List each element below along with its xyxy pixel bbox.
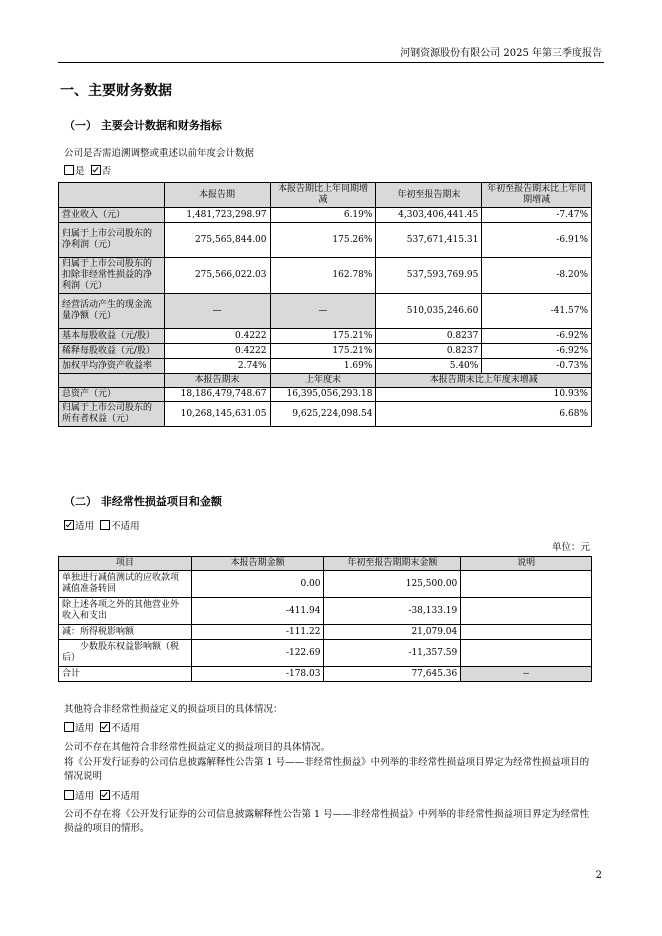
table-cell: -6.92% <box>482 344 592 359</box>
table-cell: 6.19% <box>270 208 376 223</box>
table-cell: -8.20% <box>482 258 592 294</box>
table-row <box>59 359 592 374</box>
table-row <box>59 571 592 598</box>
table-header-row <box>59 374 592 388</box>
option-apply-label-3: 适用 <box>75 791 95 802</box>
table-cell: -6.92% <box>482 329 592 344</box>
table-header-row <box>59 557 592 571</box>
option-apply-label: 适用 <box>75 521 95 532</box>
table-cell: — <box>270 294 376 329</box>
option-no-label: 否 <box>101 166 112 177</box>
option-na-label-2: 不适用 <box>111 723 140 734</box>
note-1: 公司不存在其他符合非经常性损益定义的损益项目的具体情况。 <box>64 742 331 753</box>
table-header-cell: 年初至报告期末 <box>376 183 482 208</box>
table-cell: 77,645.36 <box>324 667 461 682</box>
table-cell: 125,500.00 <box>324 571 461 598</box>
table-cell: -6.91% <box>482 223 592 258</box>
table-header-cell: 本报告期末比上年度末增减 <box>376 374 592 388</box>
table-cell: -- <box>461 667 592 682</box>
table-cell <box>461 598 592 625</box>
row-label: 少数股东权益影响额（税后） <box>59 640 192 667</box>
applicable-options-3 <box>64 790 140 804</box>
table-cell <box>461 640 592 667</box>
table-cell: 275,566,022.03 <box>164 258 270 294</box>
row-label: 营业收入（元） <box>59 208 165 223</box>
table-cell: 6.68% <box>376 402 592 427</box>
checkbox-apply[interactable] <box>64 520 74 530</box>
table-cell: 537,671,415.31 <box>376 223 482 258</box>
table-row <box>59 640 592 667</box>
page-header: 河钢资源股份有限公司 2025 年第三季度报告 <box>400 48 602 59</box>
row-label: 单独进行减值测试的应收款项减值准备转回 <box>59 571 192 598</box>
table-cell: 1.69% <box>270 359 376 374</box>
table-header-cell: 本报告期比上年同期增减 <box>270 183 376 208</box>
table-header-cell: 年初至报告期末比上年同期增减 <box>482 183 592 208</box>
table-cell: 162.78% <box>270 258 376 294</box>
unit-label: 单位：元 <box>551 542 590 553</box>
table-header-cell <box>59 183 165 208</box>
table-row <box>59 344 592 359</box>
subsection-title-2: （二） 非经常性损益项目和金额 <box>64 495 222 508</box>
table-cell: 2.74% <box>164 359 270 374</box>
other-items-note: 其他符合非经常性损益定义的损益项目的具体情况： <box>64 704 283 715</box>
note-3: 公司不存在将《公开发行证券的公司信息披露解释性公告第 1 号——非经常性损益》中列举的非经常性损益项目界定为经常性损益的项目的情形。 <box>64 809 590 834</box>
row-label: 稀释每股收益（元/股） <box>59 344 165 359</box>
table-cell: -111.22 <box>191 625 324 640</box>
table-header-cell: 本报告期末 <box>164 374 270 388</box>
table-cell: 175.26% <box>270 223 376 258</box>
row-label: 归属于上市公司股东的所有者权益（元） <box>59 402 165 427</box>
option-yes-label: 是 <box>75 166 85 177</box>
table-cell: 21,079.04 <box>324 625 461 640</box>
table-cell: -0.73% <box>482 359 592 374</box>
checkbox-yes[interactable] <box>64 165 74 175</box>
table-cell: 0.4222 <box>164 329 270 344</box>
table-cell: -122.69 <box>191 640 324 667</box>
table-cell: 0.8237 <box>376 344 482 359</box>
table-cell: -11,357.59 <box>324 640 461 667</box>
table-cell: 175.21% <box>270 344 376 359</box>
row-label: 合计 <box>59 667 192 682</box>
table-cell: 510,035,246.60 <box>376 294 482 329</box>
table-row <box>59 598 592 625</box>
table-row <box>59 223 592 258</box>
table-cell: -7.47% <box>482 208 592 223</box>
table-row <box>59 402 592 427</box>
table-cell: 0.4222 <box>164 344 270 359</box>
checkbox-na-2[interactable] <box>100 722 110 732</box>
table-cell: 16,395,056,293.18 <box>270 388 376 402</box>
table-cell: 10.93% <box>376 388 592 402</box>
table-cell: — <box>164 294 270 329</box>
table-header-cell: 上年度末 <box>270 374 376 388</box>
table-row <box>59 294 592 329</box>
checkbox-na-3[interactable] <box>100 790 110 800</box>
table-header-cell <box>59 374 165 388</box>
table-header-cell: 本报告期 <box>164 183 270 208</box>
table-cell: 537,593,769.95 <box>376 258 482 294</box>
table-cell: 275,565,844.00 <box>164 223 270 258</box>
row-label: 除上述各项之外的其他营业外收入和支出 <box>59 598 192 625</box>
table-cell: 0.00 <box>191 571 324 598</box>
row-label: 归属于上市公司股东的净利润（元） <box>59 223 165 258</box>
table-cell: 0.8237 <box>376 329 482 344</box>
table-cell: 9,625,224,098.54 <box>270 402 376 427</box>
table-header-cell: 年初至报告期期末金额 <box>324 557 461 571</box>
restate-question: 公司是否需追溯调整或重述以前年度会计数据 <box>64 148 255 159</box>
table-header-row <box>59 183 592 208</box>
table-header-cell: 项目 <box>59 557 192 571</box>
row-label: 加权平均净资产收益率 <box>59 359 165 374</box>
applicable-options-1 <box>64 520 140 534</box>
table-cell <box>461 571 592 598</box>
table-row <box>59 258 592 294</box>
table-header-cell: 说明 <box>461 557 592 571</box>
section-title: 一、主要财务数据 <box>60 83 172 99</box>
page-number: 2 <box>595 870 602 881</box>
table-cell: 10,268,145,631.05 <box>164 402 270 427</box>
table-cell: 5.40% <box>376 359 482 374</box>
row-label: 总资产（元） <box>59 388 165 402</box>
note-2: 将《公开发行证券的公司信息披露解释性公告第 1 号——非经常性损益》中列举的非经常性损益项目界定为经常性损益项目的情况说明 <box>64 757 590 782</box>
table-row <box>59 329 592 344</box>
checkbox-apply-2[interactable] <box>64 722 74 732</box>
table-cell: 175.21% <box>270 329 376 344</box>
table-row <box>59 388 592 402</box>
header-divider <box>58 62 604 63</box>
table-cell <box>461 625 592 640</box>
row-label: 减：所得税影响额 <box>59 625 192 640</box>
subsection-title-1: （一） 主要会计数据和财务指标 <box>64 119 222 132</box>
option-na-label: 不适用 <box>111 521 140 532</box>
table-row <box>59 667 592 682</box>
table-cell: -38,133.19 <box>324 598 461 625</box>
checkbox-no[interactable] <box>91 165 101 175</box>
table-row <box>59 625 592 640</box>
checkbox-na[interactable] <box>100 520 110 530</box>
table-cell: -411.94 <box>191 598 324 625</box>
restate-options <box>64 165 111 179</box>
option-apply-label-2: 适用 <box>75 723 95 734</box>
table-cell: 4,303,406,441.45 <box>376 208 482 223</box>
table-cell: 18,186,479,748.67 <box>164 388 270 402</box>
key-financial-table <box>58 182 592 427</box>
option-na-label-3: 不适用 <box>111 791 140 802</box>
row-label: 经营活动产生的现金流量净额（元） <box>59 294 165 329</box>
table-header-cell: 本报告期金额 <box>191 557 324 571</box>
table-cell: -41.57% <box>482 294 592 329</box>
table-row <box>59 208 592 223</box>
checkbox-apply-3[interactable] <box>64 790 74 800</box>
table-cell: -178.03 <box>191 667 324 682</box>
row-label: 归属于上市公司股东的扣除非经常性损益的净利润（元） <box>59 258 165 294</box>
table-cell: 1,481,723,298.97 <box>164 208 270 223</box>
row-label: 基本每股收益（元/股） <box>59 329 165 344</box>
non-recurring-table <box>58 556 592 682</box>
applicable-options-2 <box>64 722 140 736</box>
